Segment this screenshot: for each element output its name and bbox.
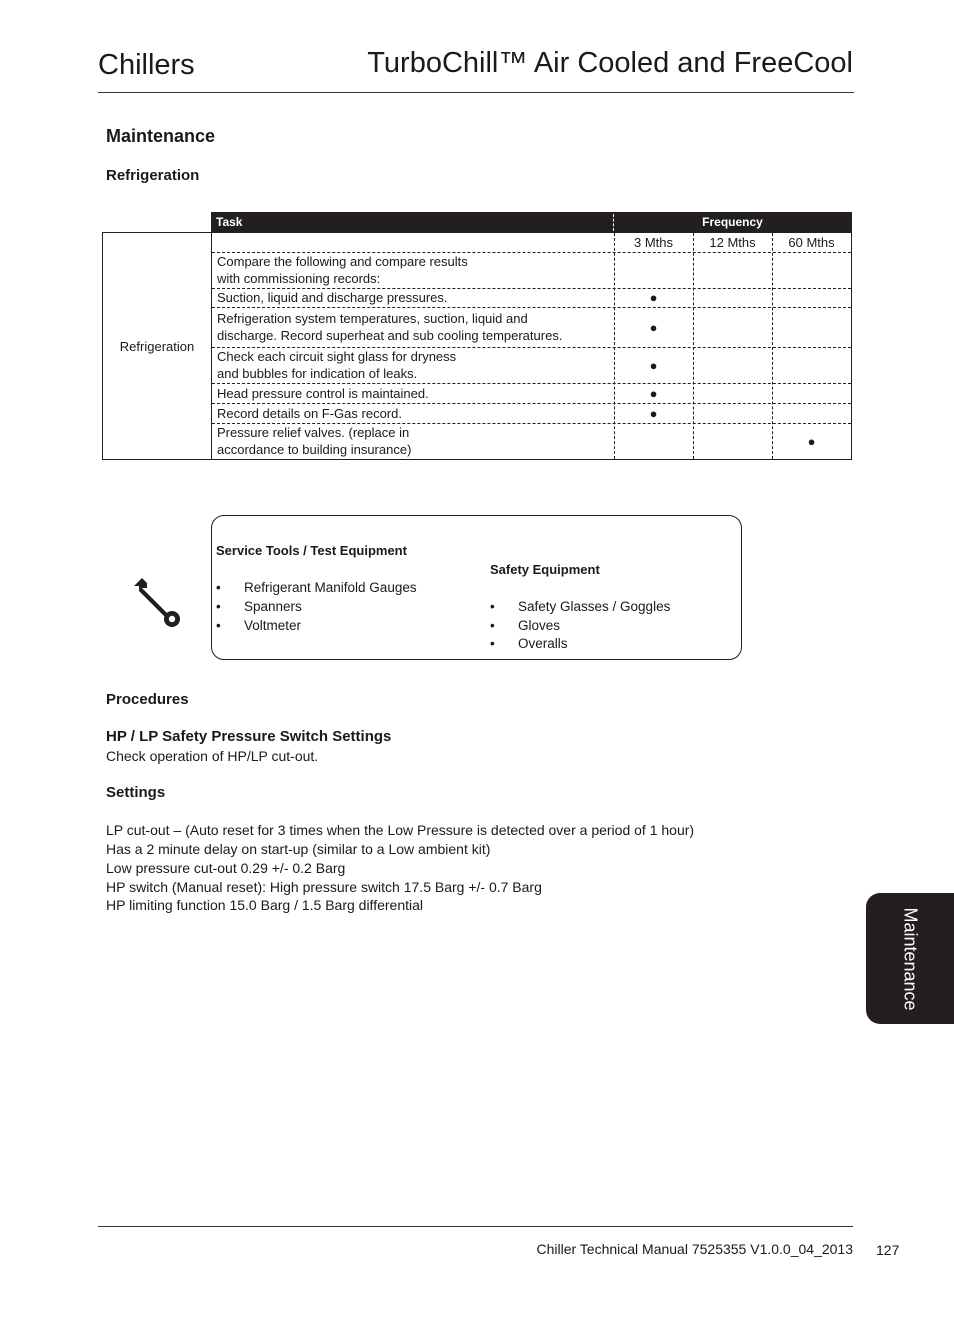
task-grid	[212, 233, 851, 459]
frequency-column-header: 12 Mths	[709, 235, 756, 250]
frequency-dot: ●	[807, 433, 816, 449]
frequency-column-header: 60 Mths	[788, 235, 835, 250]
frequency-dot: ●	[649, 319, 658, 335]
frequency-header: Frequency	[702, 215, 763, 229]
frequency-dot: ●	[649, 385, 658, 401]
wrench-icon	[128, 574, 184, 628]
category-cell: Refrigeration	[103, 233, 212, 459]
settings-line: HP limiting function 15.0 Barg / 1.5 Barg differential	[106, 897, 423, 913]
settings-title: Settings	[106, 784, 166, 801]
maintenance-table	[102, 232, 852, 460]
task-cell: Refrigeration system temperatures, suction, liquid and discharge. Record superheat and sub cooling temperatures.	[217, 311, 563, 343]
task-cell: Pressure relief valves. (replace in accordance to building insurance)	[217, 425, 412, 457]
header-rule	[98, 92, 854, 93]
subsection-title: Refrigeration	[106, 167, 200, 184]
task-header: Task	[216, 215, 243, 229]
procedures-title: Procedures	[106, 691, 189, 708]
settings-line: Low pressure cut-out 0.29 +/- 0.2 Barg	[106, 860, 346, 876]
settings-line: Has a 2 minute delay on start-up (similar to a Low ambient kit)	[106, 841, 491, 857]
header-left-title: Chillers	[98, 49, 195, 81]
side-tab	[866, 893, 954, 1024]
task-cell: Check each circuit sight glass for dryness and bubbles for indication of leaks.	[217, 349, 457, 381]
frequency-dot: ●	[649, 357, 658, 373]
task-cell: Record details on F-Gas record.	[217, 405, 402, 421]
frequency-dot: ●	[649, 290, 658, 305]
safety-equipment-title: Safety Equipment	[490, 562, 600, 577]
column-divider	[693, 233, 694, 459]
switch-settings-text: Check operation of HP/LP cut-out.	[106, 748, 319, 764]
tools-box: Service Tools / Test Equipment Safety Equipment • Refrigerant Manifold Gauges • Spanners • Voltmeter • Safety Glasses / Goggles • Gloves • Overalls	[211, 515, 742, 660]
frequency-column-header: 3 Mths	[633, 235, 673, 250]
side-tab-label: Maintenance	[900, 906, 921, 1011]
header-right-title: TurboChill™ Air Cooled and FreeCool	[367, 47, 853, 79]
task-cell: Suction, liquid and discharge pressures.	[217, 290, 448, 305]
task-cell: Head pressure control is maintained.	[217, 385, 429, 401]
footer-rule	[98, 1226, 853, 1227]
settings-line: LP cut-out – (Auto reset for 3 times when the Low Pressure is detected over a period of 1 hour)	[106, 822, 695, 838]
table-header	[211, 212, 852, 233]
section-title: Maintenance	[106, 126, 216, 146]
service-tools-title: Service Tools / Test Equipment	[216, 543, 407, 558]
switch-settings-title: HP / LP Safety Pressure Switch Settings	[106, 728, 392, 745]
settings-line: HP switch (Manual reset): High pressure switch 17.5 Barg +/- 0.7 Barg	[106, 879, 542, 895]
task-cell: Compare the following and compare results with commissioning records:	[217, 254, 468, 286]
frequency-dot: ●	[649, 405, 658, 421]
footer-manual-title: Chiller Technical Manual 7525355 V1.0.0_04_2013	[536, 1241, 853, 1257]
page-number: 127	[876, 1242, 900, 1258]
